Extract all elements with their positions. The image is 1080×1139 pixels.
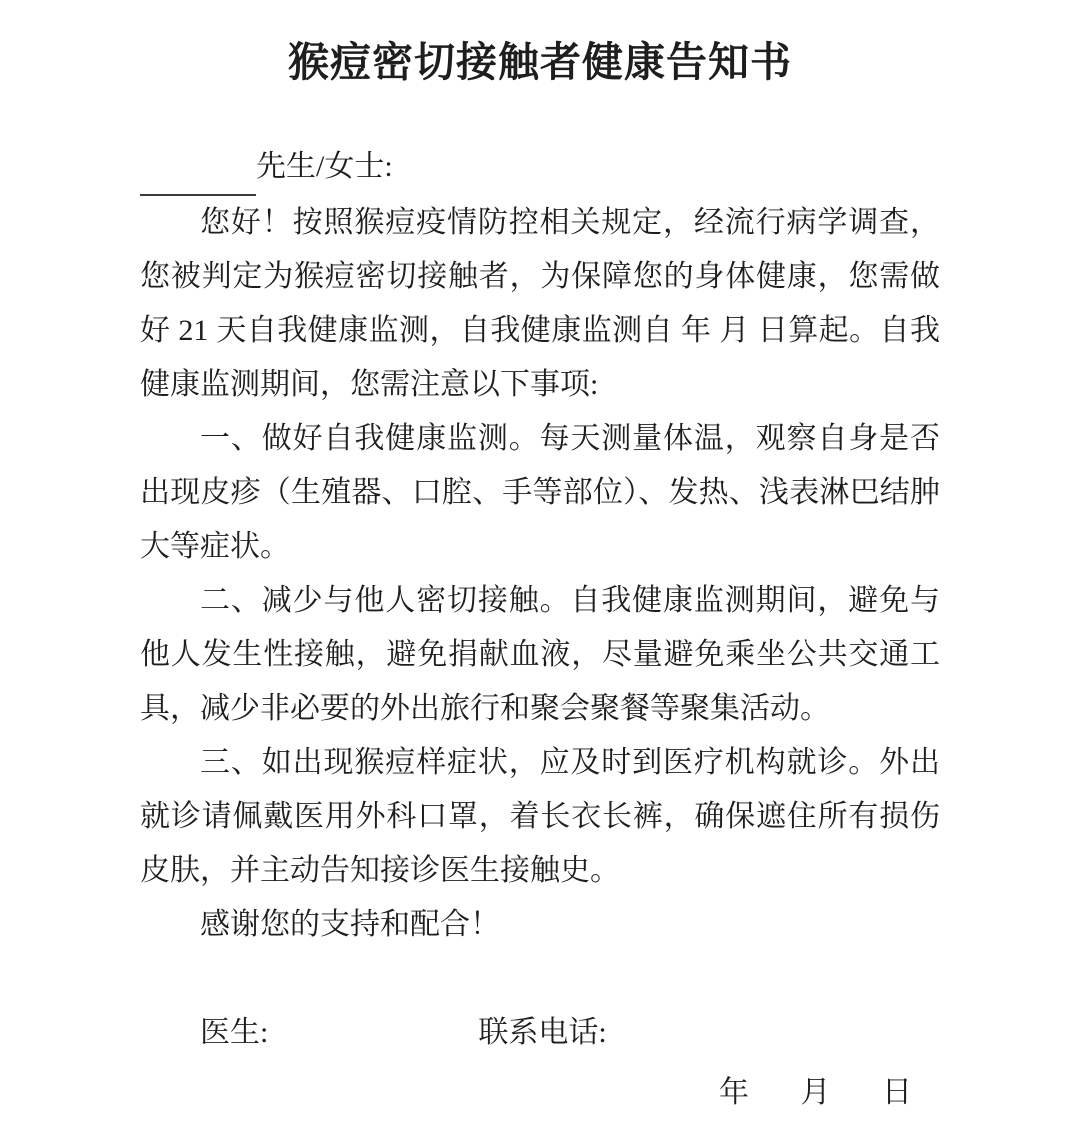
date-month-label: 月 bbox=[800, 1076, 831, 1109]
phone-label: 联系电话: bbox=[478, 1016, 607, 1049]
paragraph-item-2: 二、减少与他人密切接触。自我健康监测期间，避免与他人发生性接触，避免捐献血液，尽量避免乘坐公共交通工具，减少非必要的外出旅行和聚会聚餐等聚集活动。 bbox=[140, 584, 940, 725]
date-day-label: 日 bbox=[882, 1076, 912, 1109]
paragraph-thanks: 感谢您的支持和配合！ bbox=[200, 908, 500, 941]
document-body bbox=[140, 140, 940, 1120]
salutation-line bbox=[140, 140, 940, 196]
salutation-label: 先生/女士: bbox=[256, 150, 393, 183]
doctor-label: 医生: bbox=[200, 1016, 269, 1049]
date-line bbox=[140, 1066, 940, 1120]
signature-row bbox=[140, 1006, 940, 1060]
paragraph-item-1: 一、做好自我健康监测。每天测量体温，观察自身是否出现皮疹（生殖器、口腔、手等部位）、发热、浅表淋巴结肿大等症状。 bbox=[140, 422, 940, 563]
paragraph-item-3: 三、如出现猴痘样症状，应及时到医疗机构就诊。外出就诊请佩戴医用外科口罩，着长衣长裤，确保遮住所有损伤皮肤，并主动告知接诊医生接触史。 bbox=[140, 746, 940, 887]
name-blank-underline bbox=[140, 140, 256, 196]
paragraph-intro: 您好！按照猴痘疫情防控相关规定，经流行病学调查，您被判定为猴痘密切接触者，为保障您的身体健康，您需做好 21 天自我健康监测，自我健康监测自 年 月 日算起。自我健康监测期间，您需注意以下事项: bbox=[140, 206, 940, 401]
document-title: 猴痘密切接触者健康告知书 bbox=[288, 39, 792, 85]
date-year-label: 年 bbox=[719, 1076, 749, 1109]
